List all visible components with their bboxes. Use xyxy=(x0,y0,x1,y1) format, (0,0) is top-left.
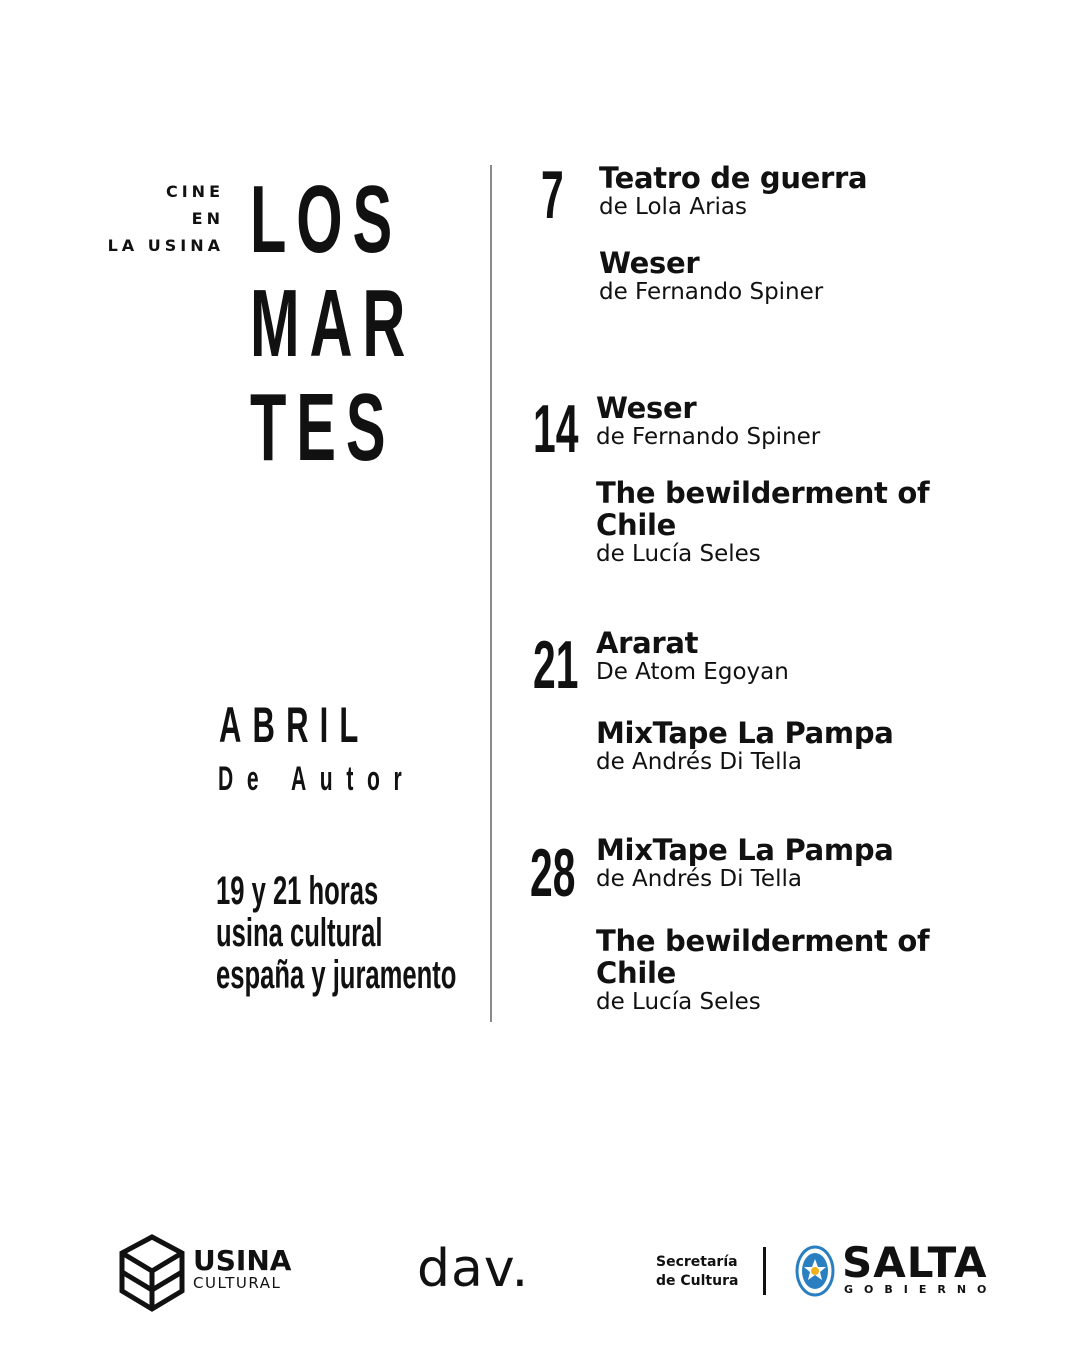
salta-logo-sub: GOBIERNO xyxy=(844,1283,998,1296)
day-number: 14 xyxy=(533,391,579,467)
film-entry xyxy=(596,925,936,1015)
day-number: 28 xyxy=(530,835,576,911)
film-entry xyxy=(596,477,936,567)
event-info xyxy=(216,870,456,996)
film-title: The bewilderment of Chile xyxy=(596,924,930,990)
film-title: MixTape La Pampa xyxy=(596,833,894,867)
vertical-divider xyxy=(490,165,492,1022)
usina-cube-icon xyxy=(118,1233,186,1320)
main-title-line: TES xyxy=(250,374,396,481)
day-number: 21 xyxy=(533,627,579,703)
usina-logo-sub: CULTURAL xyxy=(193,1274,282,1292)
film-director: de Lucía Seles xyxy=(596,541,761,567)
film-entry xyxy=(596,717,996,775)
film-title: Ararat xyxy=(596,626,699,660)
film-director: de Andrés Di Tella xyxy=(596,866,802,892)
film-director: de Lucía Seles xyxy=(596,989,761,1015)
film-director: De Atom Egoyan xyxy=(596,659,789,685)
main-title-line: LOS xyxy=(250,166,403,273)
cycle-subtitle: De Autor xyxy=(218,760,416,798)
event-info-venue: usina cultural xyxy=(216,911,383,955)
kicker-text xyxy=(24,178,224,259)
dav-logo: dav. xyxy=(417,1239,530,1299)
film-director: de Fernando Spiner xyxy=(599,279,824,305)
kicker-line: EN xyxy=(191,209,224,228)
kicker-line: LA USINA xyxy=(107,236,224,255)
salta-logo-name: SALTA xyxy=(842,1238,988,1287)
film-entry xyxy=(599,162,999,220)
film-director: de Andrés Di Tella xyxy=(596,749,802,775)
film-title: Weser xyxy=(596,391,697,425)
event-info-time: 19 y 21 horas xyxy=(216,869,379,913)
film-director: de Fernando Spiner xyxy=(596,424,821,450)
salta-star-icon xyxy=(795,1245,835,1302)
film-director: de Lola Arias xyxy=(599,194,747,220)
usina-logo-name: USINA xyxy=(193,1244,292,1277)
film-title: MixTape La Pampa xyxy=(596,716,894,750)
film-title: The bewilderment of Chile xyxy=(596,476,930,542)
secretaria-logo xyxy=(656,1253,738,1291)
film-entry xyxy=(599,247,999,305)
month-label: ABRIL xyxy=(219,697,370,753)
event-info-address: españa y juramento xyxy=(216,953,457,997)
secretaria-line: Secretaría xyxy=(656,1254,738,1270)
day-number: 7 xyxy=(541,157,564,233)
film-title: Weser xyxy=(599,246,700,280)
secretaria-line: de Cultura xyxy=(656,1273,739,1289)
film-entry xyxy=(596,834,996,892)
main-title-line: MAR xyxy=(250,270,416,377)
kicker-line: CINE xyxy=(165,182,224,201)
film-entry xyxy=(596,392,996,450)
film-entry xyxy=(596,627,996,685)
film-title: Teatro de guerra xyxy=(599,161,868,195)
sponsor-footer xyxy=(0,1225,1080,1325)
logo-separator xyxy=(763,1247,766,1295)
main-title xyxy=(250,168,415,480)
